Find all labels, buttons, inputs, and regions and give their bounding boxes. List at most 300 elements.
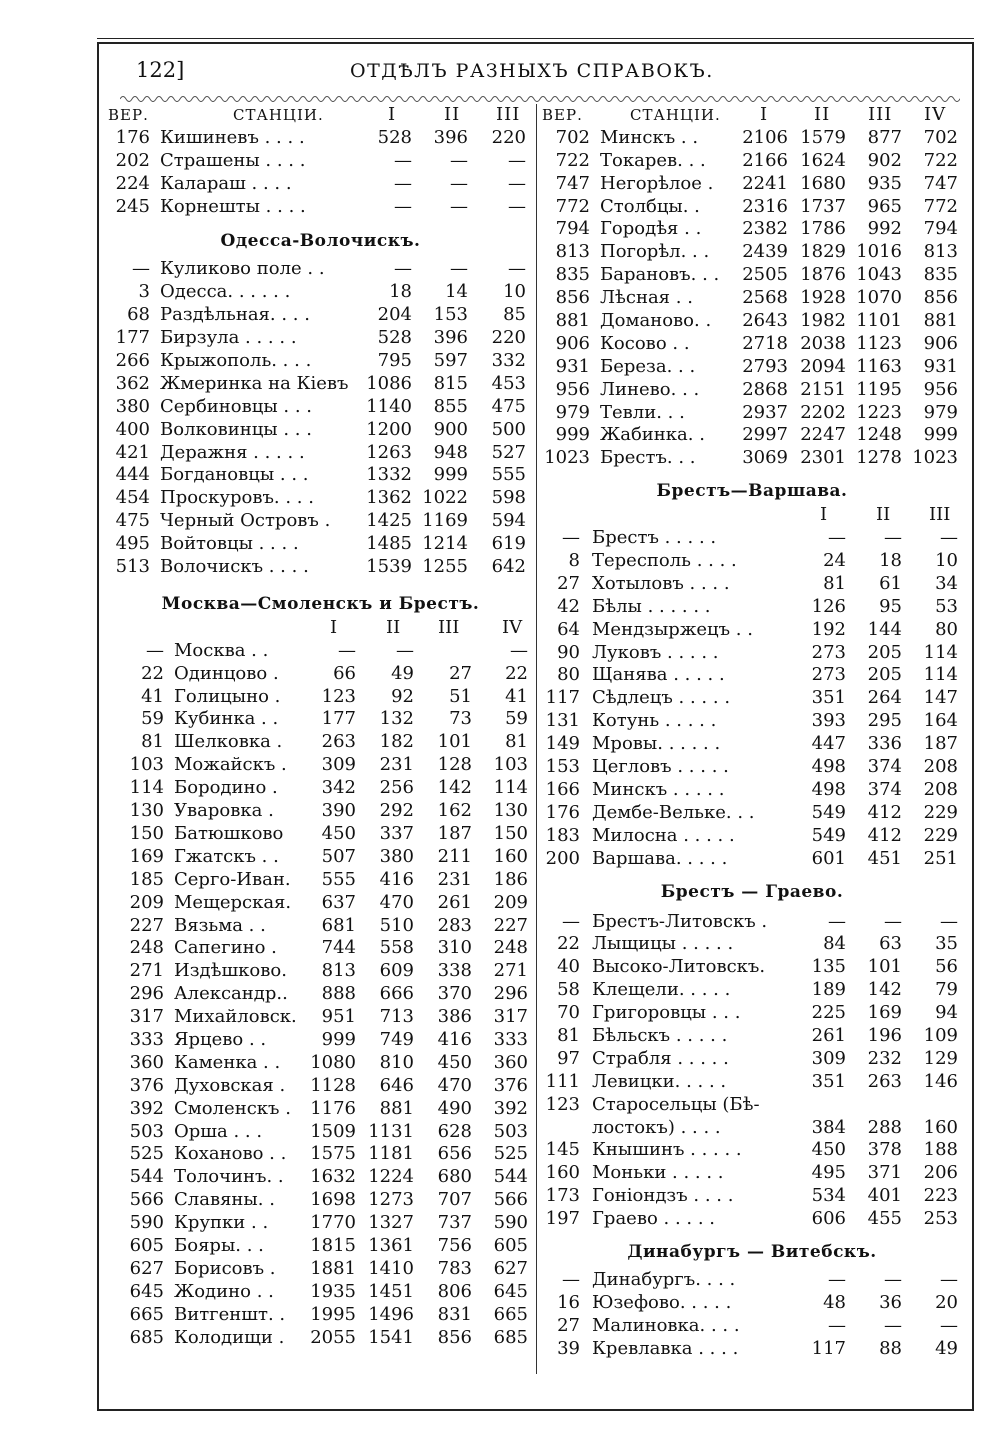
- table-row: [542, 956, 962, 979]
- class1-cell: 2997: [742, 424, 788, 446]
- table-row: [108, 777, 533, 800]
- verst-cell: —: [132, 258, 150, 280]
- station-cell: Корнешты . . . .: [160, 195, 306, 217]
- class3-cell: —: [508, 149, 526, 171]
- class1-cell: 1176: [310, 1097, 356, 1119]
- verst-cell: 145: [545, 1139, 580, 1161]
- right-header-row: [542, 104, 962, 127]
- station-cell: Духовская .: [174, 1074, 286, 1096]
- class1-cell: 2718: [742, 332, 788, 354]
- class1-cell: 2439: [742, 241, 788, 263]
- class1-cell: 1770: [310, 1212, 356, 1234]
- verst-cell: 149: [545, 733, 580, 755]
- verst-cell: 999: [555, 424, 590, 446]
- class2-cell: 2038: [800, 332, 846, 354]
- class1-cell: 681: [321, 914, 356, 936]
- station-cell: Кубинка . .: [174, 708, 279, 730]
- table-row: [542, 779, 962, 802]
- station-cell: Издѣшково.: [174, 960, 287, 982]
- station-cell: Витгеншт. .: [174, 1303, 286, 1325]
- class1-cell: 2055: [310, 1326, 356, 1348]
- table-row: [542, 127, 962, 150]
- moscow-col-headers: [108, 617, 533, 640]
- station-cell: Страбля . . . . .: [592, 1047, 729, 1069]
- verst-cell: 130: [129, 800, 164, 822]
- class4-cell: 772: [923, 195, 958, 217]
- class2-cell: 1131: [368, 1120, 414, 1142]
- station-cell: Косово . .: [600, 332, 690, 354]
- verst-cell: 173: [545, 1185, 580, 1207]
- verst-cell: 131: [545, 710, 580, 732]
- class1-cell: 273: [811, 641, 846, 663]
- class2-cell: 182: [379, 731, 414, 753]
- verst-cell: —: [562, 1268, 580, 1290]
- station-cell: Проскуровъ. . . .: [160, 487, 314, 509]
- class2-cell: —: [450, 149, 468, 171]
- table-row: [542, 527, 962, 550]
- table-row: [542, 356, 962, 379]
- class2-cell: 371: [867, 1162, 902, 1184]
- verst-cell: 70: [557, 1002, 580, 1024]
- class2-cell: 263: [867, 1070, 902, 1092]
- section-title-dinaburg: Динабургъ — Витебскъ.: [627, 1241, 877, 1262]
- station-cell: Бѣльскъ . . . . .: [592, 1024, 728, 1046]
- station-cell: Тевли. . .: [600, 401, 685, 423]
- station-cell: Сапегино .: [174, 937, 277, 959]
- class3-cell: 229: [923, 824, 958, 846]
- verst-cell: 266: [115, 350, 150, 372]
- class4-cell: 360: [493, 1051, 528, 1073]
- class3-cell: 114: [923, 664, 958, 686]
- table-row: [108, 556, 533, 579]
- table-row: [542, 287, 962, 310]
- table-row: [108, 731, 533, 754]
- class2-cell: 205: [867, 664, 902, 686]
- class3-cell: 500: [491, 418, 526, 440]
- class1-cell: 813: [321, 960, 356, 982]
- table-row: [108, 350, 533, 373]
- table-row: [108, 173, 533, 196]
- class1-cell: —: [828, 910, 846, 932]
- class3-cell: 129: [923, 1047, 958, 1069]
- class2-cell: 132: [379, 708, 414, 730]
- class3-cell: 490: [437, 1097, 472, 1119]
- class3-cell: 594: [491, 510, 526, 532]
- class2-cell: —: [884, 527, 902, 549]
- station-cell: Луковъ . . . . .: [592, 641, 719, 663]
- verst-cell: 153: [545, 756, 580, 778]
- verst-cell: 376: [129, 1074, 164, 1096]
- page-number: 122]: [136, 58, 185, 82]
- class3-cell: 283: [437, 914, 472, 936]
- station-cell: Лѣсная . .: [600, 287, 693, 309]
- class3-cell: 73: [449, 708, 472, 730]
- class1-cell: —: [828, 1268, 846, 1290]
- class3-cell: 831: [437, 1303, 472, 1325]
- station-cell: Куликово поле . .: [160, 258, 325, 280]
- station-cell: Богдановцы . . .: [160, 464, 309, 486]
- class3-cell: 146: [923, 1070, 958, 1092]
- class2-cell: 999: [433, 464, 468, 486]
- class2-cell: 855: [433, 395, 468, 417]
- table-row: [108, 127, 533, 150]
- class2-cell: 2301: [800, 447, 846, 469]
- class1-cell: —: [828, 527, 846, 549]
- class1-cell: 951: [321, 1006, 356, 1028]
- class1-cell: —: [828, 1314, 846, 1336]
- class4-cell: 22: [505, 662, 528, 684]
- class2-cell: 455: [867, 1208, 902, 1230]
- verst-cell: 392: [129, 1097, 164, 1119]
- class1-cell: 606: [811, 1208, 846, 1230]
- verst-cell: 59: [141, 708, 164, 730]
- table-row: [108, 1281, 533, 1304]
- table-row: [108, 1258, 533, 1281]
- col-header: I: [820, 504, 828, 526]
- class1-cell: 637: [321, 891, 356, 913]
- class1-cell: 795: [377, 350, 412, 372]
- class1-cell: 1086: [366, 372, 412, 394]
- class3-cell: 1123: [856, 332, 902, 354]
- station-cell: Бояры. . .: [174, 1234, 264, 1256]
- table-row: [542, 1269, 962, 1292]
- station-cell: Столбцы. .: [600, 195, 700, 217]
- class1-cell: 126: [811, 595, 846, 617]
- verst-cell: 835: [555, 264, 590, 286]
- section-title-moscow: Москва—Смоленскъ и Брестъ.: [161, 593, 480, 614]
- station-cell: Погорѣл. . .: [600, 241, 710, 263]
- station-cell: Голицыно .: [174, 685, 281, 707]
- class1-cell: 549: [811, 801, 846, 823]
- class2-cell: 396: [433, 126, 468, 148]
- class2-cell: 95: [879, 595, 902, 617]
- col-header: IV: [502, 616, 523, 638]
- station-cell: Ярцево . .: [174, 1028, 267, 1050]
- class4-cell: 665: [493, 1303, 528, 1325]
- station-cell: Толочинъ. .: [174, 1166, 284, 1188]
- verst-cell: 813: [555, 241, 590, 263]
- class3-cell: 101: [437, 731, 472, 753]
- col-header-1: I: [760, 104, 769, 125]
- station-cell: Бородино .: [174, 777, 278, 799]
- class1-cell: 81: [823, 572, 846, 594]
- station-cell: Войтовцы . . . .: [160, 533, 299, 555]
- class1-cell: 1425: [366, 510, 412, 532]
- col-header-2: II: [444, 104, 461, 125]
- class1-cell: 1698: [310, 1189, 356, 1211]
- class2-cell: 61: [879, 572, 902, 594]
- verst-cell: 177: [115, 327, 150, 349]
- class2-cell: 1786: [800, 218, 846, 240]
- class4-cell: 248: [493, 937, 528, 959]
- class3-cell: 470: [437, 1074, 472, 1096]
- station-cell: Вязьма . .: [174, 914, 266, 936]
- class2-cell: 713: [379, 1006, 414, 1028]
- class4-cell: 794: [923, 218, 958, 240]
- class3-cell: 142: [437, 777, 472, 799]
- class1-cell: 66: [333, 662, 356, 684]
- class3-cell: 756: [437, 1234, 472, 1256]
- verst-cell: 248: [129, 937, 164, 959]
- class4-cell: 906: [923, 332, 958, 354]
- class2-cell: 1327: [368, 1212, 414, 1234]
- verst-cell: 176: [115, 126, 150, 148]
- class1-cell: 351: [811, 1070, 846, 1092]
- class1-cell: 2937: [742, 401, 788, 423]
- class1-cell: 2382: [742, 218, 788, 240]
- class3-cell: 1163: [856, 355, 902, 377]
- class1-cell: 309: [321, 754, 356, 776]
- col-header: I: [330, 616, 338, 638]
- verst-cell: 42: [557, 595, 580, 617]
- station-cell: Бѣлы . . . . . .: [592, 595, 711, 617]
- class2-cell: 1541: [368, 1326, 414, 1348]
- class2-cell: 1273: [368, 1189, 414, 1211]
- class1-cell: 498: [811, 756, 846, 778]
- table-row: [108, 708, 533, 731]
- class3-cell: 527: [491, 441, 526, 463]
- class1-cell: 2106: [742, 126, 788, 148]
- verst-cell: 27: [557, 1314, 580, 1336]
- class2-cell: 470: [379, 891, 414, 913]
- class3-cell: —: [940, 1314, 958, 1336]
- class1-cell: 450: [811, 1139, 846, 1161]
- table-row: [542, 1025, 962, 1048]
- class2-cell: 1579: [800, 126, 846, 148]
- class3-cell: —: [508, 258, 526, 280]
- class2-cell: 510: [379, 914, 414, 936]
- class1-cell: 1200: [366, 418, 412, 440]
- verst-cell: 22: [141, 662, 164, 684]
- verst-cell: 772: [555, 195, 590, 217]
- station-cell: Раздѣльная. . . .: [160, 304, 310, 326]
- class1-cell: 48: [823, 1291, 846, 1313]
- station-cell: Серго-Иван.: [174, 868, 291, 890]
- top-rule: [97, 38, 974, 39]
- odessa-table: [108, 258, 533, 578]
- verst-cell: 566: [129, 1189, 164, 1211]
- table-row: [542, 241, 962, 264]
- class2-cell: 1829: [800, 241, 846, 263]
- col-header-1: I: [388, 104, 397, 125]
- class4-cell: 645: [493, 1280, 528, 1302]
- class2-cell: 49: [391, 662, 414, 684]
- table-row: [542, 550, 962, 573]
- class3-cell: 206: [923, 1162, 958, 1184]
- class1-cell: 1881: [310, 1257, 356, 1279]
- class2-cell: 646: [379, 1074, 414, 1096]
- verst-cell: 931: [555, 355, 590, 377]
- class2-cell: 380: [379, 845, 414, 867]
- station-cell: Береза. . .: [600, 355, 696, 377]
- station-cell: Можайскъ .: [174, 754, 287, 776]
- class1-cell: 888: [321, 983, 356, 1005]
- table-row: [108, 196, 533, 219]
- minsk-brest-table: [542, 127, 962, 470]
- station-cell: Александр..: [174, 983, 288, 1005]
- class3-cell: 251: [923, 847, 958, 869]
- station-cell: Левицки. . . . .: [592, 1070, 727, 1092]
- class3-cell: 94: [935, 1002, 958, 1024]
- warsaw-col-headers: [542, 504, 962, 527]
- class3-cell: 49: [935, 1337, 958, 1359]
- class4-cell: 160: [493, 845, 528, 867]
- verst-cell: 27: [557, 572, 580, 594]
- verst-cell: 103: [129, 754, 164, 776]
- table-row: [542, 756, 962, 779]
- class3-cell: 453: [491, 372, 526, 394]
- station-cell: Юзефово. . . . .: [592, 1291, 732, 1313]
- station-cell: Батюшково: [174, 822, 284, 844]
- station-cell: Варшава. . . . .: [592, 847, 728, 869]
- station-cell: Минскъ . .: [600, 126, 699, 148]
- table-row: [542, 1185, 962, 1208]
- class2-cell: 558: [379, 937, 414, 959]
- class3-cell: 628: [437, 1120, 472, 1142]
- station-cell: Минскъ . . . . .: [592, 778, 725, 800]
- class1-cell: 189: [811, 979, 846, 1001]
- verst-cell: 645: [129, 1280, 164, 1302]
- class3-cell: 56: [935, 956, 958, 978]
- class3-cell: 332: [491, 350, 526, 372]
- class1-cell: 534: [811, 1185, 846, 1207]
- class3-cell: 386: [437, 1006, 472, 1028]
- class4-cell: 722: [923, 149, 958, 171]
- station-cell: Гжатскъ . .: [174, 845, 279, 867]
- table-row: [108, 1121, 533, 1144]
- class2-cell: 169: [867, 1002, 902, 1024]
- class1-cell: 744: [321, 937, 356, 959]
- station-cell: Котунь . . . . .: [592, 710, 717, 732]
- station-cell: Городѣя . .: [600, 218, 702, 240]
- class2-cell: 1255: [422, 556, 468, 578]
- class2-cell: 378: [867, 1139, 902, 1161]
- class2-cell: —: [450, 258, 468, 280]
- station-cell: Калараш . . . .: [160, 172, 292, 194]
- class4-cell: 333: [493, 1028, 528, 1050]
- class2-cell: 810: [379, 1051, 414, 1073]
- class2-cell: 412: [867, 824, 902, 846]
- class2-cell: 1496: [368, 1303, 414, 1325]
- class2-cell: 153: [433, 304, 468, 326]
- table-row: [542, 1002, 962, 1025]
- class4-cell: 525: [493, 1143, 528, 1165]
- station-cell: Кнышинъ . . . . .: [592, 1139, 742, 1161]
- table-row: [108, 915, 533, 938]
- class1-cell: 1128: [310, 1074, 356, 1096]
- verst-cell: 747: [555, 172, 590, 194]
- station-cell: Славяны. .: [174, 1189, 275, 1211]
- class1-cell: 1080: [310, 1051, 356, 1073]
- class3-cell: 20: [935, 1291, 958, 1313]
- class2-cell: 336: [867, 733, 902, 755]
- verst-cell: 702: [555, 126, 590, 148]
- verst-cell: 296: [129, 983, 164, 1005]
- class3-cell: —: [940, 527, 958, 549]
- class1-cell: 1485: [366, 533, 412, 555]
- table-row: [542, 447, 962, 470]
- class4-cell: 392: [493, 1097, 528, 1119]
- table-row: [108, 419, 533, 442]
- table-row: [108, 1143, 533, 1166]
- class3-cell: 164: [923, 710, 958, 732]
- verst-cell: 3: [138, 281, 150, 303]
- class2-cell: 1876: [800, 264, 846, 286]
- table-row: [108, 823, 533, 846]
- class2-cell: 401: [867, 1185, 902, 1207]
- class3-cell: 187: [437, 822, 472, 844]
- class3-cell: 208: [923, 756, 958, 778]
- station-cell: Мендзыржецъ . .: [592, 618, 753, 640]
- table-row: [542, 379, 962, 402]
- table-row: [108, 640, 533, 663]
- class2-cell: —: [450, 172, 468, 194]
- class1-cell: 261: [811, 1024, 846, 1046]
- verst-cell: 495: [115, 533, 150, 555]
- table-row: [108, 960, 533, 983]
- class1-cell: 123: [321, 685, 356, 707]
- verst-cell: 227: [129, 914, 164, 936]
- class3-cell: 261: [437, 891, 472, 913]
- class2-cell: 232: [867, 1047, 902, 1069]
- station-cell: Барановъ. . .: [600, 264, 720, 286]
- verst-cell: 400: [115, 418, 150, 440]
- class1-cell: 549: [811, 824, 846, 846]
- station-cell: Колодищи .: [174, 1326, 285, 1348]
- class4-cell: 590: [493, 1212, 528, 1234]
- class3-cell: 114: [923, 641, 958, 663]
- station-cell: Кишиневъ . . . .: [160, 126, 305, 148]
- table-row: [108, 304, 533, 327]
- class3-cell: 310: [437, 937, 472, 959]
- table-row: [108, 258, 533, 281]
- table-row: [108, 464, 533, 487]
- class2-cell: 1361: [368, 1234, 414, 1256]
- verst-cell: 224: [115, 172, 150, 194]
- station-cell: Брестъ-Литовскъ .: [592, 910, 768, 932]
- class2-cell: 749: [379, 1028, 414, 1050]
- verst-cell: 81: [557, 1024, 580, 1046]
- verst-cell: 362: [115, 372, 150, 394]
- station-cell: Москва . .: [174, 639, 269, 661]
- class4-cell: 1023: [912, 447, 958, 469]
- class4-cell: 150: [493, 822, 528, 844]
- station-cell: Динабургъ. . . .: [592, 1268, 736, 1290]
- verst-cell: —: [146, 639, 164, 661]
- class3-cell: 1223: [856, 401, 902, 423]
- station-cell: Тересполь . . . .: [592, 550, 737, 572]
- class3-cell: 806: [437, 1280, 472, 1302]
- class3-cell: 416: [437, 1028, 472, 1050]
- class1-cell: 225: [811, 1002, 846, 1024]
- class2-cell: 101: [867, 956, 902, 978]
- verst-cell: 685: [129, 1326, 164, 1348]
- class2-cell: 18: [879, 550, 902, 572]
- station-header: СТАНЦІИ.: [630, 106, 721, 124]
- class1-cell: 2643: [742, 310, 788, 332]
- station-cell: Щанява . . . . .: [592, 664, 725, 686]
- verst-cell: 881: [555, 310, 590, 332]
- table-row: [542, 424, 962, 447]
- class1-cell: 1632: [310, 1166, 356, 1188]
- class1-cell: 204: [377, 304, 412, 326]
- verst-cell: 627: [129, 1257, 164, 1279]
- class1-cell: 1332: [366, 464, 412, 486]
- dinaburg-table: [542, 1269, 962, 1361]
- table-row: [542, 733, 962, 756]
- verst-cell: 40: [557, 956, 580, 978]
- station-cell: Лыщицы . . . . .: [592, 933, 734, 955]
